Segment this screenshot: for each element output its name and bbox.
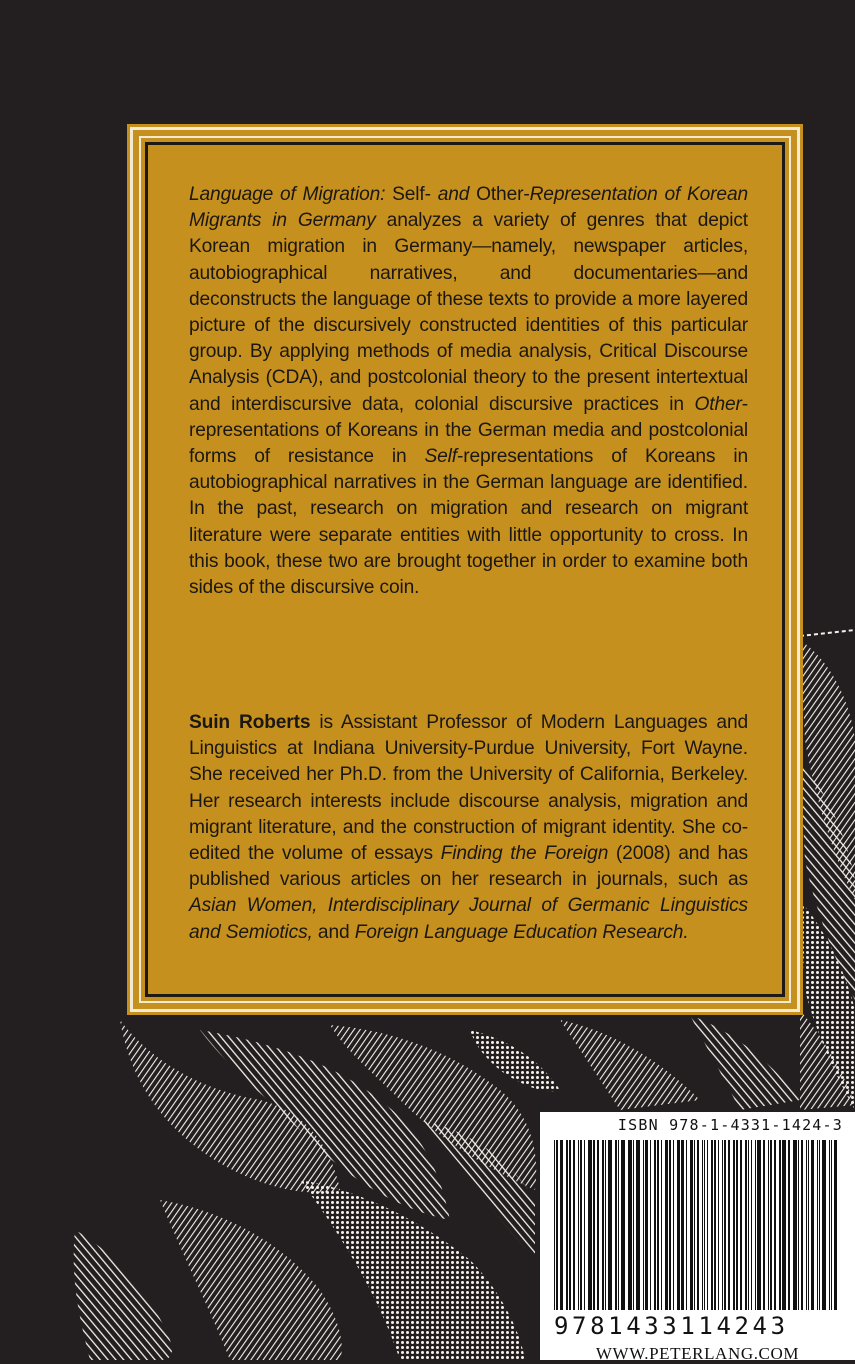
book-title-part: Other- (469, 184, 530, 205)
barcode-bar (650, 1140, 651, 1310)
description-text: analyzes a variety of genres that depict Korean migration in Germany—namely, newspaper articles, autobiographical narratives, and documentaries—and deconstructs the language of these texts to provide a more layered picture of the discursively constructed identities of this particular group. By applying methods of media analysis, Critical Discourse Analysis (CDA), and postcolonial theory to the present intertextual and interdiscursive data, colonial discursive practices in (189, 210, 748, 415)
barcode-bar (566, 1140, 568, 1310)
barcode-bar (722, 1140, 723, 1310)
bio-text: and (312, 921, 355, 943)
journal-titles: Asian Women, Interdisciplinary Journal of Germanic Linguistics and Semiotics, (189, 895, 748, 943)
barcode-bar (669, 1140, 671, 1310)
barcode-bar (654, 1140, 656, 1310)
bio-text: (2008) and has published various articles on her research in journals, such as (189, 843, 748, 891)
barcode-bar (755, 1140, 756, 1310)
book-description (189, 182, 748, 601)
description-panel (130, 127, 800, 1012)
barcode-bar (686, 1140, 687, 1310)
ean-digits: 9781433114243 (554, 1312, 789, 1340)
barcode-bar (628, 1140, 632, 1310)
barcode-bar (560, 1140, 563, 1310)
barcode-bar (707, 1140, 708, 1310)
barcode-bar (806, 1140, 807, 1310)
barcode-bar (578, 1140, 579, 1310)
book-title-part: Representation of Korean Migrants in Germany (189, 184, 748, 232)
barcode-bar (801, 1140, 803, 1310)
journal-title-last: Foreign Language Education Research. (354, 921, 689, 943)
barcode-bar (817, 1140, 818, 1310)
barcode-bar (793, 1140, 797, 1310)
barcode-bar (831, 1140, 832, 1310)
barcode-bar (733, 1140, 735, 1310)
barcode-bar (774, 1140, 776, 1310)
barcode-bar (829, 1140, 830, 1310)
barcode-bar (736, 1140, 738, 1310)
barcode-bar (608, 1140, 612, 1310)
barcode-bar (661, 1140, 662, 1310)
barcode-bar (605, 1140, 606, 1310)
author-bio (189, 710, 748, 946)
barcode-bar (808, 1140, 809, 1310)
barcode-bar (704, 1140, 705, 1310)
barcode-bar (636, 1140, 640, 1310)
barcode-bar (673, 1140, 674, 1310)
barcode-bar (677, 1140, 680, 1310)
isbn-label: ISBN 978-1-4331-1424-3 (617, 1116, 843, 1134)
author-name: Suin Roberts (189, 712, 311, 733)
book-title-part: Self- (385, 184, 438, 205)
barcode-bar (618, 1140, 619, 1310)
barcode-bar (740, 1140, 742, 1310)
barcode-bar (745, 1140, 747, 1310)
barcode-bar (615, 1140, 617, 1310)
barcode-bar (665, 1140, 668, 1310)
bio-text: is Assistant Professor of Modern Languages and Linguistics at Indiana University-Purdue University, Fort Wayne. She received her Ph.D. from the University of California, Berkeley. Her research interests include discourse analysis, migration and migrant literature, and the construction of migrant identity. She co-edited the volume of essays (189, 712, 748, 865)
barcode-bar (602, 1140, 604, 1310)
barcode-bar (643, 1140, 644, 1310)
book-title-part: Language of Migration: (189, 184, 386, 205)
barcode-bar (822, 1140, 826, 1310)
barcode-bar (757, 1140, 761, 1310)
barcode-bar (702, 1140, 703, 1310)
barcode-bar (779, 1140, 781, 1310)
barcode-bar (763, 1140, 765, 1310)
barcode-bar (819, 1140, 820, 1310)
emphasis-self: Self (424, 446, 457, 468)
edited-volume-title: Finding the Foreign (440, 843, 609, 865)
barcode-bar (768, 1140, 769, 1310)
barcode-bar (782, 1140, 786, 1310)
barcode-bar (580, 1140, 582, 1310)
emphasis-other: Other (694, 393, 742, 415)
barcode-bar (728, 1140, 730, 1310)
description-text: -representations of Koreans in autobiographical narratives in the German language are identified. In the past, research on migration and research on migrant literature were separate entities with little opportunity to cross. In this book, these two are brought together in order to examine both sides of the discursive coin. (189, 446, 748, 599)
barcode-bar (556, 1140, 558, 1310)
barcode-bar (584, 1140, 585, 1310)
barcode-bar (690, 1140, 693, 1310)
barcode-block (540, 1112, 855, 1363)
barcode-bar (788, 1140, 790, 1310)
description-text: -representations of Koreans in the German media and postcolonial forms of resistance in (189, 393, 748, 468)
barcode-bar (657, 1140, 659, 1310)
barcode-bar (621, 1140, 625, 1310)
barcode-bar (724, 1140, 726, 1310)
book-title-part: and (437, 184, 470, 205)
publisher-url: WWW.PETERLANG.COM (595, 1344, 800, 1363)
barcode-bars (554, 1140, 842, 1316)
barcode-bar (569, 1140, 571, 1310)
barcode-bar (597, 1140, 599, 1310)
barcode-bar (718, 1140, 719, 1310)
barcode-bar (645, 1140, 648, 1310)
barcode-bar (697, 1140, 699, 1310)
barcode-bar (834, 1140, 837, 1310)
barcode-bar (554, 1140, 555, 1310)
barcode-bar (573, 1140, 575, 1310)
barcode-bar (811, 1140, 814, 1310)
barcode-bar (694, 1140, 695, 1310)
barcode-bar (748, 1140, 749, 1310)
barcode-bar (714, 1140, 716, 1310)
barcode-bar (633, 1140, 634, 1310)
barcode-bar (751, 1140, 752, 1310)
barcode-bar (770, 1140, 772, 1310)
barcode-bar (681, 1140, 684, 1310)
barcode-bar (588, 1140, 592, 1310)
barcode-bar (798, 1140, 799, 1310)
barcode-bar (711, 1140, 713, 1310)
barcode-bar (593, 1140, 595, 1310)
